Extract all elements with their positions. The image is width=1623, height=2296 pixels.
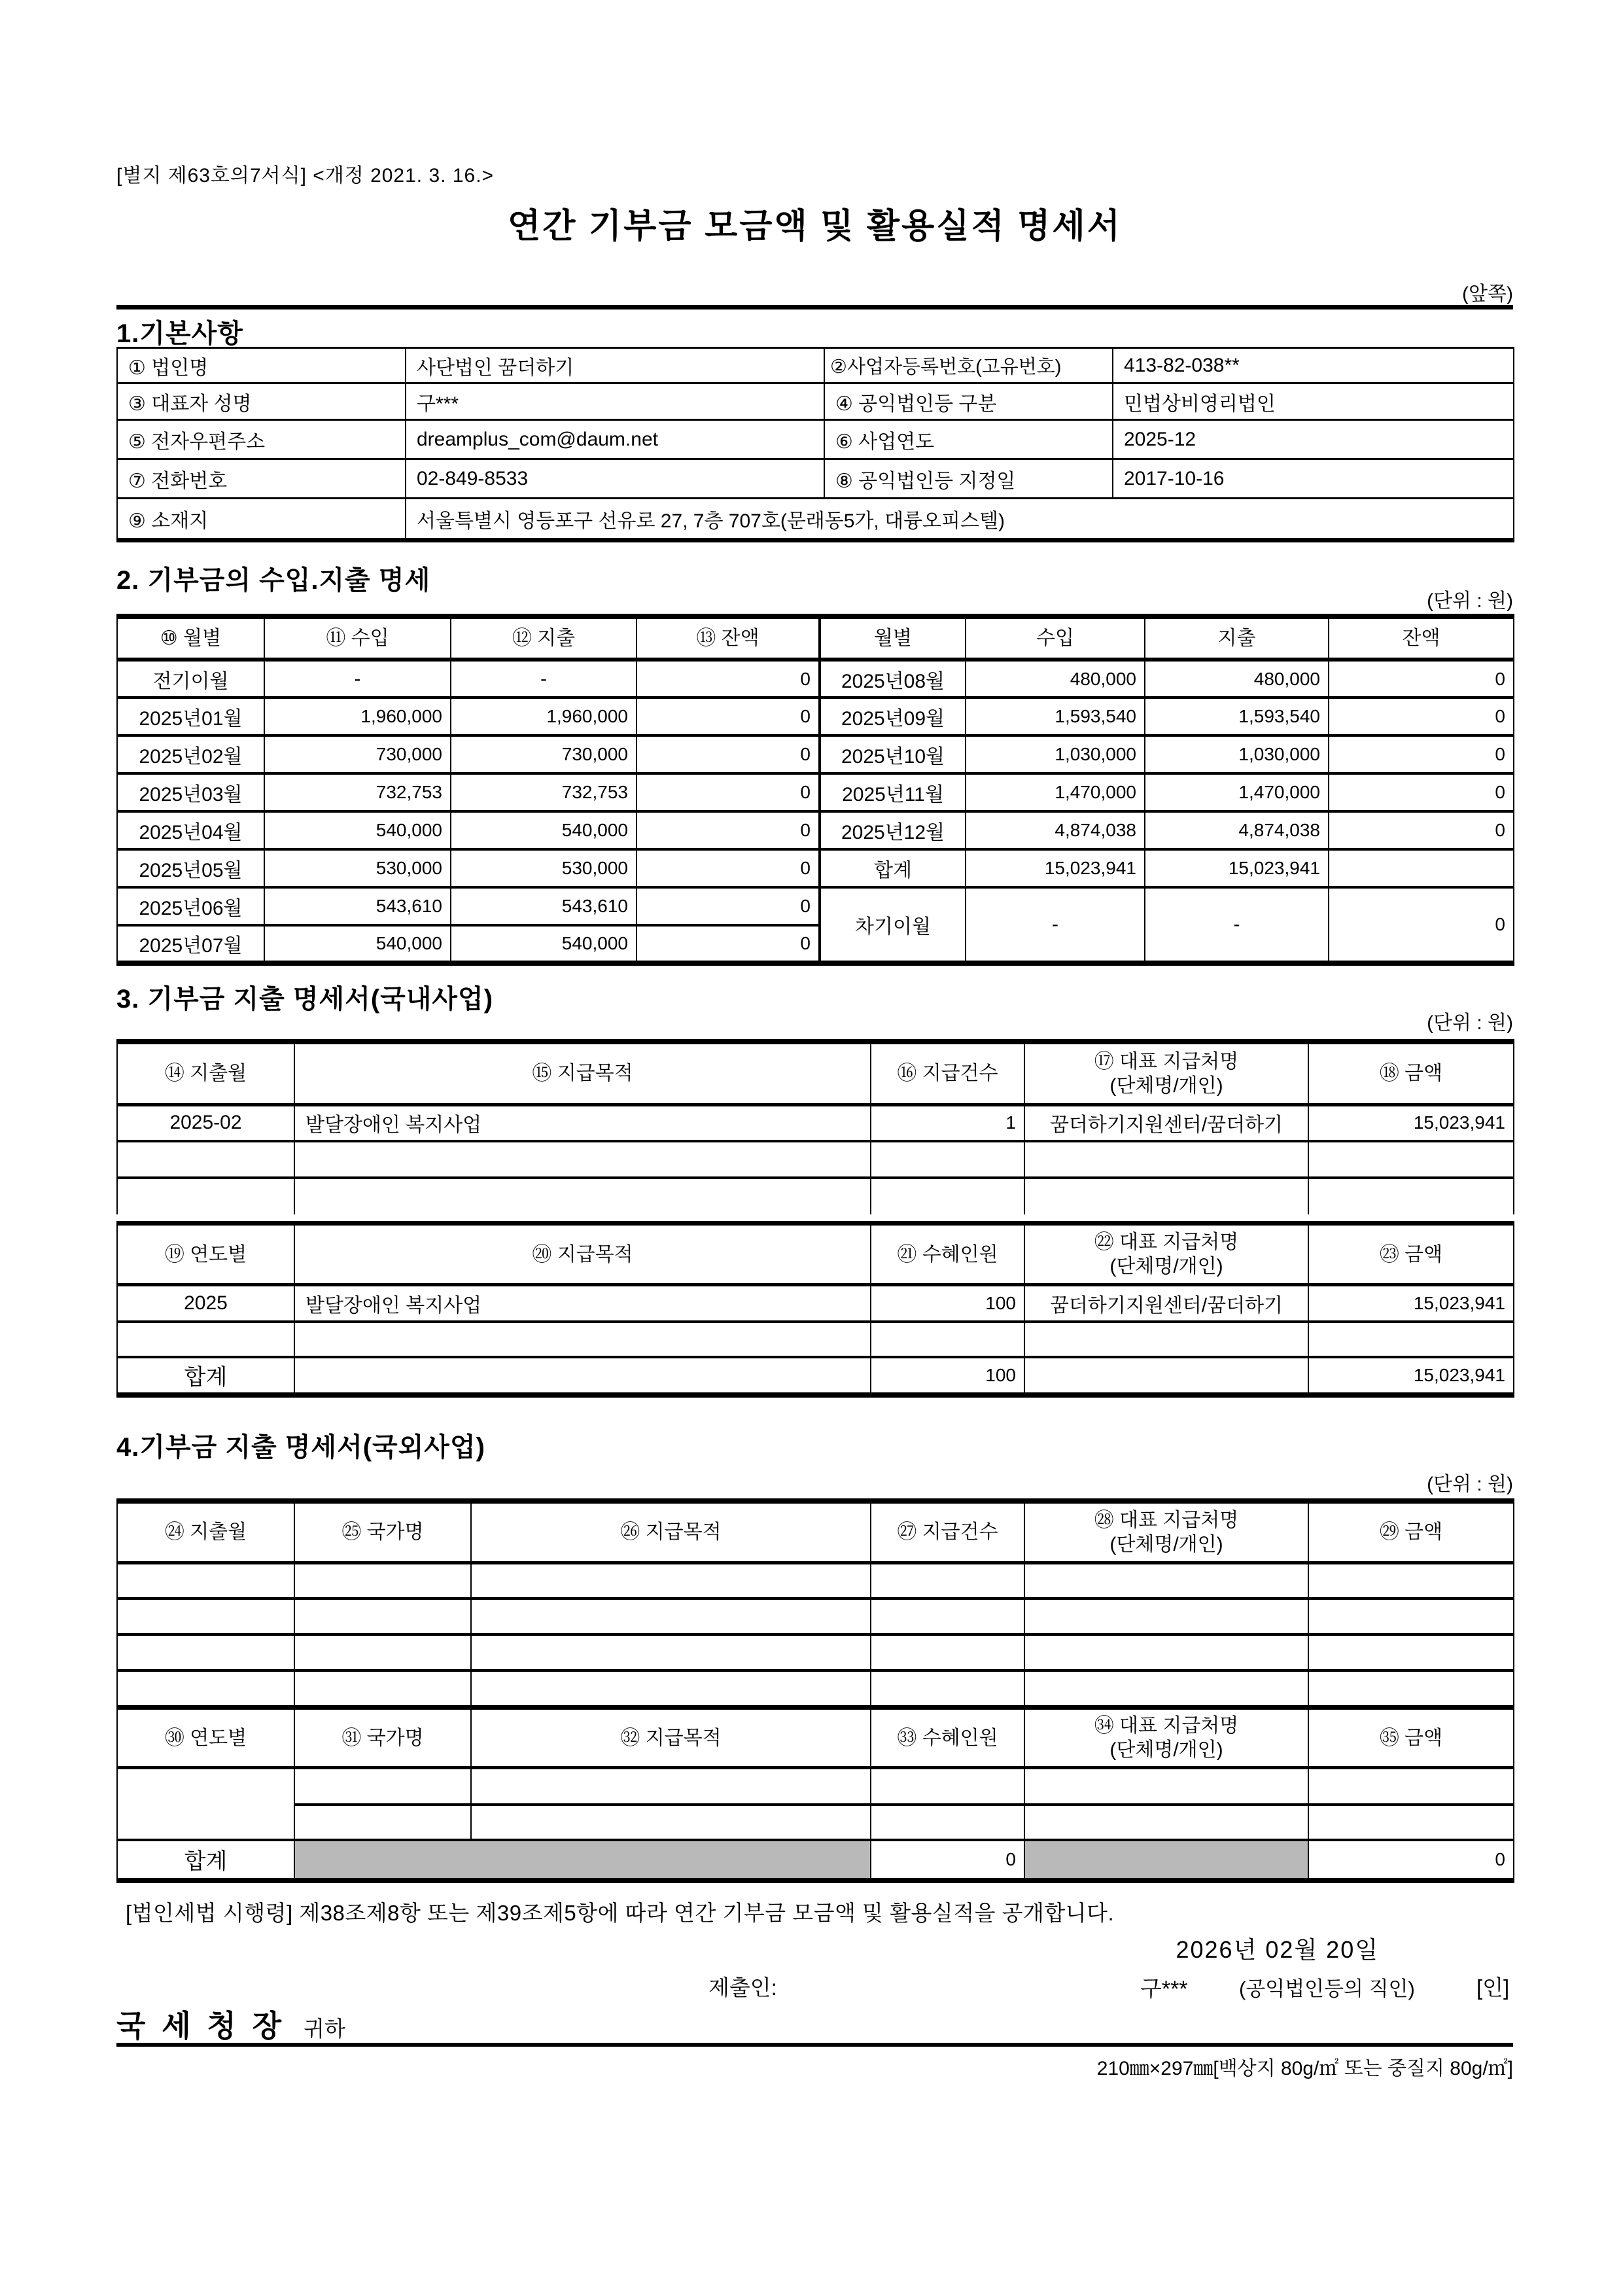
cell — [871, 1805, 1024, 1840]
col-header: ㉜ 지급목적 — [471, 1708, 871, 1768]
shaded-cell — [294, 1840, 871, 1881]
cell: 2025년12월 — [820, 811, 966, 849]
col-header-line2: (단체명/개인) — [1109, 1256, 1223, 1277]
col-header: ⑱ 금액 — [1308, 1042, 1514, 1104]
cell: 발달장애인 복지사업 — [294, 1104, 871, 1141]
cell: 2025년05월 — [117, 849, 264, 887]
cell: 0 — [637, 925, 820, 963]
cell: - — [1145, 887, 1329, 963]
cell: - — [264, 660, 451, 698]
submitter-label: 제출인: — [708, 1975, 777, 2000]
col-header — [1024, 1708, 1308, 1768]
table-header-row — [117, 616, 1514, 660]
cell: 2025년02월 — [117, 735, 264, 773]
table-row — [117, 348, 1514, 383]
seal-note: (공익법인등의 직인) — [1239, 1977, 1415, 2000]
cell: 2025년08월 — [820, 660, 966, 698]
cell: 4,874,038 — [966, 811, 1145, 849]
cell — [1308, 1141, 1514, 1178]
table-row — [117, 698, 1514, 735]
cell: 100 — [871, 1285, 1024, 1322]
section3-heading: 3. 기부금 지출 명세서(국내사업) — [116, 985, 494, 1014]
cell: 732,753 — [264, 773, 451, 811]
field-value: 2025-12 — [1113, 420, 1514, 459]
cell: 1,030,000 — [966, 735, 1145, 773]
cell — [471, 1805, 871, 1840]
cell — [117, 1634, 294, 1670]
table-row — [117, 1104, 1514, 1141]
domestic-monthly-table — [116, 1039, 1514, 1214]
total-value: 15,023,941 — [1145, 849, 1329, 887]
cell: 2025-02 — [117, 1104, 294, 1141]
field-label: ⑨ 소재지 — [117, 499, 406, 540]
table-row — [117, 849, 1514, 887]
cell — [1308, 1178, 1514, 1214]
col-header: ㉟ 금액 — [1308, 1708, 1514, 1768]
cell — [1024, 1563, 1308, 1598]
table-row — [117, 1634, 1514, 1670]
recipient-name: 국 세 청 장 — [116, 2009, 286, 2043]
cell: 2025 — [117, 1285, 294, 1322]
table-row — [117, 1768, 1514, 1805]
cell — [871, 1322, 1024, 1357]
cell: 0 — [1329, 773, 1514, 811]
overseas-yearly-table — [116, 1705, 1514, 1883]
cell — [1024, 1322, 1308, 1357]
cell: 0 — [1329, 811, 1514, 849]
cell — [1024, 1805, 1308, 1840]
cell — [117, 1141, 294, 1178]
section2-heading: 2. 기부금의 수입.지출 명세 — [116, 566, 431, 595]
cell — [117, 1670, 294, 1706]
cell: 0 — [1329, 660, 1514, 698]
unit-note: (단위 : 원) — [1427, 1012, 1513, 1034]
cell — [294, 1178, 871, 1214]
col-header: ⑲ 연도별 — [117, 1224, 294, 1285]
total-row — [117, 1357, 1514, 1395]
cell — [871, 1178, 1024, 1214]
submitter-line — [116, 1971, 1513, 2004]
total-value: 0 — [1308, 1840, 1514, 1881]
col-header-line2: (단체명/개인) — [1109, 1739, 1223, 1761]
col-header — [1024, 1501, 1308, 1563]
cell — [294, 1322, 871, 1357]
field-value: 사단법인 꿈더하기 — [406, 348, 824, 383]
cell: 1,030,000 — [1145, 735, 1329, 773]
col-header: ㉗ 지급건수 — [871, 1501, 1024, 1563]
col-header: ⑮ 지급목적 — [294, 1042, 871, 1104]
cell — [1329, 849, 1514, 887]
cell: 540,000 — [264, 811, 451, 849]
cell — [117, 1768, 294, 1840]
field-value: 413-82-038** — [1113, 348, 1514, 383]
overseas-monthly-table — [116, 1498, 1514, 1706]
cell — [1308, 1634, 1514, 1670]
cell: 543,610 — [451, 887, 637, 925]
table-row — [117, 1141, 1514, 1178]
cell — [294, 1563, 471, 1598]
cell: 543,610 — [264, 887, 451, 925]
cell: 0 — [637, 660, 820, 698]
table-row — [117, 887, 1514, 925]
col-header — [1024, 1224, 1308, 1285]
cell: 2025년03월 — [117, 773, 264, 811]
field-value: 2017-10-16 — [1113, 459, 1514, 499]
cell — [871, 1598, 1024, 1634]
table-row — [117, 1322, 1514, 1357]
cell — [294, 1805, 471, 1840]
cell — [117, 1322, 294, 1357]
col-header: ⑩ 월별 — [117, 616, 264, 660]
col-header: ⑭ 지출월 — [117, 1042, 294, 1104]
col-header: ㉛ 국가명 — [294, 1708, 471, 1768]
cell: 0 — [1329, 887, 1514, 963]
cell — [1308, 1563, 1514, 1598]
cell — [471, 1634, 871, 1670]
cell — [1308, 1322, 1514, 1357]
table-row — [117, 1285, 1514, 1322]
cell: 540,000 — [264, 925, 451, 963]
seal-mark: [인] — [1476, 1975, 1510, 2000]
col-header: ㉝ 수혜인원 — [871, 1708, 1024, 1768]
cell: 4,874,038 — [1145, 811, 1329, 849]
cell — [1308, 1805, 1514, 1840]
total-value: 100 — [871, 1357, 1024, 1395]
cell — [871, 1563, 1024, 1598]
cell: 꿈더하기지원센터/꿈더하기 — [1024, 1285, 1308, 1322]
cell — [1024, 1768, 1308, 1805]
cell: 꿈더하기지원센터/꿈더하기 — [1024, 1104, 1308, 1141]
col-header: ㉔ 지출월 — [117, 1501, 294, 1563]
field-value: 02-849-8533 — [406, 459, 824, 499]
col-header: ㉚ 연도별 — [117, 1708, 294, 1768]
field-label: ① 법인명 — [117, 348, 406, 383]
submitter-name: 구*** — [1140, 1977, 1188, 2002]
carryover-label: 차기이월 — [820, 887, 966, 963]
col-header: 잔액 — [1329, 616, 1514, 660]
recipient-suffix: 귀하 — [304, 2017, 345, 2041]
table-row — [117, 660, 1514, 698]
top-divider — [116, 305, 1513, 309]
cell: 732,753 — [451, 773, 637, 811]
field-label: ⑦ 전화번호 — [117, 459, 406, 499]
cell: 전기이월 — [117, 660, 264, 698]
table-row — [117, 1670, 1514, 1706]
declaration-text: [법인세법 시행령] 제38조제8항 또는 제39조제5항에 따라 연간 기부금 모금액 및 활용실적을 공개합니다. — [126, 1901, 1115, 1925]
cell: 1,470,000 — [1145, 773, 1329, 811]
col-header — [1024, 1042, 1308, 1104]
cell: 0 — [637, 773, 820, 811]
cell: 0 — [637, 698, 820, 735]
cell: 540,000 — [451, 811, 637, 849]
cell: 15,023,941 — [1308, 1285, 1514, 1322]
col-header-line2: (단체명/개인) — [1109, 1074, 1223, 1097]
cell: 1,960,000 — [264, 698, 451, 735]
col-header: 월별 — [820, 616, 966, 660]
cell — [1024, 1178, 1308, 1214]
field-label: ⑧ 공익법인등 지정일 — [824, 459, 1113, 499]
cell: 1,593,540 — [1145, 698, 1329, 735]
total-row — [117, 1840, 1514, 1881]
total-value: 15,023,941 — [966, 849, 1145, 887]
table-header-row — [117, 1042, 1514, 1104]
table-row — [117, 420, 1514, 459]
cell: 1,470,000 — [966, 773, 1145, 811]
table-row — [117, 459, 1514, 499]
col-header-line1: ⑰ 대표 지급처명 — [1094, 1050, 1239, 1072]
cell — [471, 1670, 871, 1706]
field-value: dreamplus_com@daum.net — [406, 420, 824, 459]
cell — [471, 1768, 871, 1805]
cell — [294, 1634, 471, 1670]
table-header-row — [117, 1224, 1514, 1285]
shaded-cell — [1024, 1840, 1308, 1881]
cell: 0 — [637, 849, 820, 887]
cell: 2025년01월 — [117, 698, 264, 735]
unit-note: (단위 : 원) — [1427, 1474, 1513, 1495]
page-side-label: (앞쪽) — [1462, 283, 1513, 305]
cell: 480,000 — [1145, 660, 1329, 698]
table-row — [117, 811, 1514, 849]
bottom-divider — [116, 2043, 1513, 2047]
cell: 0 — [637, 811, 820, 849]
cell — [117, 1563, 294, 1598]
field-value: 서울특별시 영등포구 선유로 27, 7층 707호(문래동5가, 대륭오피스텔) — [406, 499, 1514, 540]
table-row — [117, 1805, 1514, 1840]
col-header: 지출 — [1145, 616, 1329, 660]
cell — [1308, 1670, 1514, 1706]
section1-heading: 1.기본사항 — [116, 319, 243, 348]
cell: 2025년07월 — [117, 925, 264, 963]
field-label: ⑤ 전자우편주소 — [117, 420, 406, 459]
section4-heading: 4.기부금 지출 명세서(국외사업) — [116, 1433, 485, 1462]
unit-note: (단위 : 원) — [1427, 590, 1513, 612]
col-header: ㉙ 금액 — [1308, 1501, 1514, 1563]
cell — [471, 1563, 871, 1598]
field-value: 민법상비영리법인 — [1113, 383, 1514, 420]
cell: 0 — [1329, 735, 1514, 773]
col-header: ㉑ 수혜인원 — [871, 1224, 1024, 1285]
form-revision-note: [별지 제63호의7서식] <개정 2021. 3. 16.> — [116, 165, 495, 186]
table-row — [117, 499, 1514, 540]
cell: 1 — [871, 1104, 1024, 1141]
col-header: ⑪ 수입 — [264, 616, 451, 660]
cell — [871, 1634, 1024, 1670]
cell — [1024, 1141, 1308, 1178]
cell: 2025년04월 — [117, 811, 264, 849]
cell: 1,960,000 — [451, 698, 637, 735]
cell — [117, 1598, 294, 1634]
col-header: ⑯ 지급건수 — [871, 1042, 1024, 1104]
cell — [1024, 1670, 1308, 1706]
submission-date — [116, 1932, 1513, 1965]
cell — [294, 1141, 871, 1178]
cell — [294, 1670, 471, 1706]
cell — [871, 1768, 1024, 1805]
table-row — [117, 383, 1514, 420]
total-value: 0 — [871, 1840, 1024, 1881]
col-header: ⑫ 지출 — [451, 616, 637, 660]
cell: 0 — [637, 887, 820, 925]
cell — [1024, 1598, 1308, 1634]
cell: 530,000 — [264, 849, 451, 887]
table-row — [117, 1563, 1514, 1598]
col-header: ㉕ 국가명 — [294, 1501, 471, 1563]
total-value: 15,023,941 — [1308, 1357, 1514, 1395]
cell — [871, 1670, 1024, 1706]
table-row — [117, 735, 1514, 773]
cell — [294, 1357, 871, 1395]
col-header-line1: ㉒ 대표 지급처명 — [1094, 1231, 1239, 1253]
table-row — [117, 1598, 1514, 1634]
field-label: ④ 공익법인등 구분 — [824, 383, 1113, 420]
col-header-line1: ㉘ 대표 지급처명 — [1094, 1509, 1239, 1531]
cell: 2025년06월 — [117, 887, 264, 925]
col-header: ⑳ 지급목적 — [294, 1224, 871, 1285]
cell: - — [451, 660, 637, 698]
total-label: 합계 — [117, 1357, 294, 1395]
cell: 2025년11월 — [820, 773, 966, 811]
total-label: 합계 — [117, 1840, 294, 1881]
total-label: 합계 — [820, 849, 966, 887]
cell — [1308, 1768, 1514, 1805]
cell: 0 — [1329, 698, 1514, 735]
cell: 1,593,540 — [966, 698, 1145, 735]
page-title: 연간 기부금 모금액 및 활용실적 명세서 — [508, 207, 1122, 245]
cell — [294, 1598, 471, 1634]
cell — [471, 1598, 871, 1634]
cell — [1024, 1634, 1308, 1670]
col-header-line2: (단체명/개인) — [1109, 1533, 1223, 1555]
cell: 480,000 — [966, 660, 1145, 698]
col-header-line1: ㉞ 대표 지급처명 — [1094, 1715, 1239, 1737]
income-expense-table — [116, 614, 1514, 966]
cell: 730,000 — [264, 735, 451, 773]
field-value: 구*** — [406, 383, 824, 420]
field-label: ③ 대표자 성명 — [117, 383, 406, 420]
date-text: 2026년 02월 20일 — [1176, 1936, 1379, 1963]
paper-spec-note: 210㎜×297㎜[백상지 80g/㎡ 또는 중질지 80g/㎡] — [1096, 2058, 1513, 2079]
cell — [871, 1141, 1024, 1178]
cell: - — [966, 887, 1145, 963]
recipient-line — [116, 2002, 345, 2045]
domestic-yearly-table — [116, 1221, 1514, 1398]
cell: 15,023,941 — [1308, 1104, 1514, 1141]
cell: 2025년10월 — [820, 735, 966, 773]
cell: 530,000 — [451, 849, 637, 887]
field-label: ⑥ 사업연도 — [824, 420, 1113, 459]
cell — [1308, 1598, 1514, 1634]
cell — [117, 1178, 294, 1214]
cell — [1024, 1357, 1308, 1395]
table-row — [117, 1178, 1514, 1214]
field-label: ②사업자등록번호(고유번호) — [824, 348, 1113, 383]
table-row — [117, 773, 1514, 811]
col-header: ㉖ 지급목적 — [471, 1501, 871, 1563]
cell: 540,000 — [451, 925, 637, 963]
table-header-row — [117, 1501, 1514, 1563]
cell: 0 — [637, 735, 820, 773]
table-header-row — [117, 1708, 1514, 1768]
col-header: ⑬ 잔액 — [637, 616, 820, 660]
cell: 2025년09월 — [820, 698, 966, 735]
col-header: 수입 — [966, 616, 1145, 660]
cell: 발달장애인 복지사업 — [294, 1285, 871, 1322]
cell — [294, 1768, 471, 1805]
basic-info-table — [116, 347, 1514, 542]
col-header: ㉓ 금액 — [1308, 1224, 1514, 1285]
cell: 730,000 — [451, 735, 637, 773]
